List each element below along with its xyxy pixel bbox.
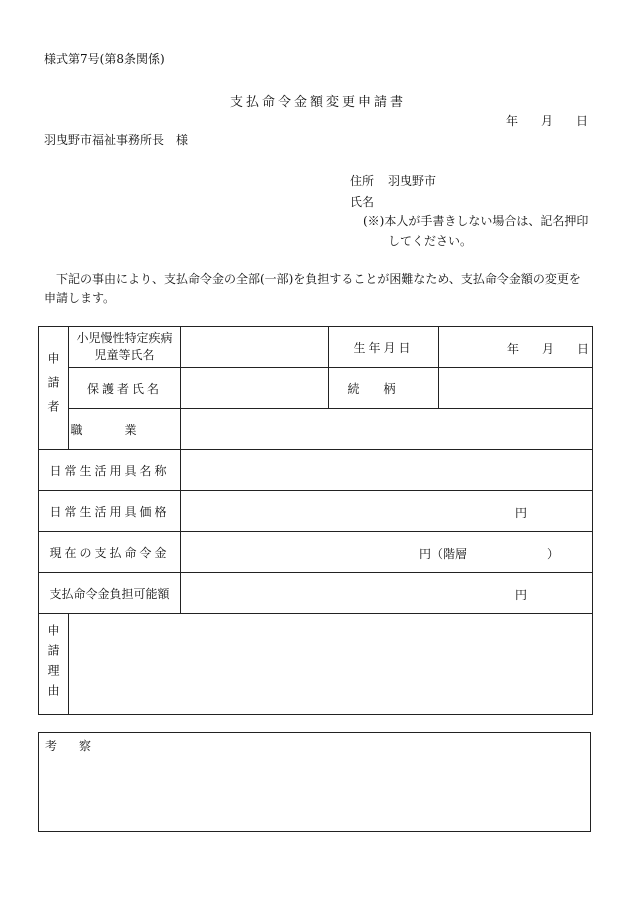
signature-note-line1: (※)本人が手書きしない場合は、記名押印: [363, 214, 589, 228]
item-price-field[interactable]: [181, 491, 593, 532]
guardian-name-field[interactable]: [181, 368, 329, 409]
guardian-name-label: 保護者氏名: [69, 368, 181, 409]
signature-note-line2: してください。: [388, 234, 473, 248]
bracket-close: ）: [547, 547, 560, 561]
payable-amount-field[interactable]: [181, 573, 593, 614]
applicant-group-label: 申請者: [46, 352, 60, 424]
birth-day-label: 日: [577, 342, 590, 356]
address-value: 羽曳野市: [388, 174, 437, 188]
date-month: 月: [541, 114, 554, 128]
occupation-field[interactable]: [181, 409, 593, 450]
applicant-group-cell: [39, 327, 69, 450]
review-box[interactable]: [38, 732, 591, 832]
birth-date-field[interactable]: [439, 327, 593, 368]
review-label: 考察: [45, 739, 114, 753]
reason-field[interactable]: [69, 614, 593, 715]
birth-year-label: 年: [507, 342, 520, 356]
current-amount-field[interactable]: [181, 532, 593, 573]
child-name-label: [69, 327, 181, 368]
reason-label-cell: [39, 614, 69, 715]
birth-month-label: 月: [542, 342, 555, 356]
child-name-label-line2: 児童等氏名: [94, 348, 155, 362]
current-amount-bracket: 円（階層: [419, 547, 468, 561]
birth-date-label: 生年月日: [329, 327, 439, 368]
item-name-label: 日常生活用具名称: [39, 450, 181, 491]
item-price-label: 日常生活用具価格: [39, 491, 181, 532]
date-day: 日: [576, 114, 589, 128]
payable-amount-label: 支払命令金負担可能額: [39, 573, 181, 614]
addressee: 羽曳野市福祉事務所長 様: [44, 133, 189, 147]
child-name-field[interactable]: [181, 327, 329, 368]
item-price-yen: 円: [515, 506, 528, 520]
application-table: [38, 326, 593, 715]
relationship-field[interactable]: [439, 368, 593, 409]
page-title: 支払命令金額変更申請書: [230, 95, 407, 110]
occupation-label: 職業: [69, 409, 181, 450]
child-name-label-line1: 小児慢性特定疾病: [76, 331, 173, 345]
item-name-field[interactable]: [181, 450, 593, 491]
date-year: 年: [506, 114, 519, 128]
payable-amount-yen: 円: [515, 588, 528, 602]
form-number: 様式第7号(第8条関係): [44, 52, 165, 66]
current-amount-label: 現在の支払命令金: [39, 532, 181, 573]
body-text: 下記の事由により、支払命令金の全部(一部)を負担することが困難なため、支払命令金額の変更を申請します。: [44, 272, 581, 305]
name-label: 氏名: [350, 195, 375, 209]
address-label: 住所: [350, 174, 375, 188]
reason-label: 申請理由: [46, 624, 60, 704]
relationship-label: 続柄: [329, 368, 439, 409]
